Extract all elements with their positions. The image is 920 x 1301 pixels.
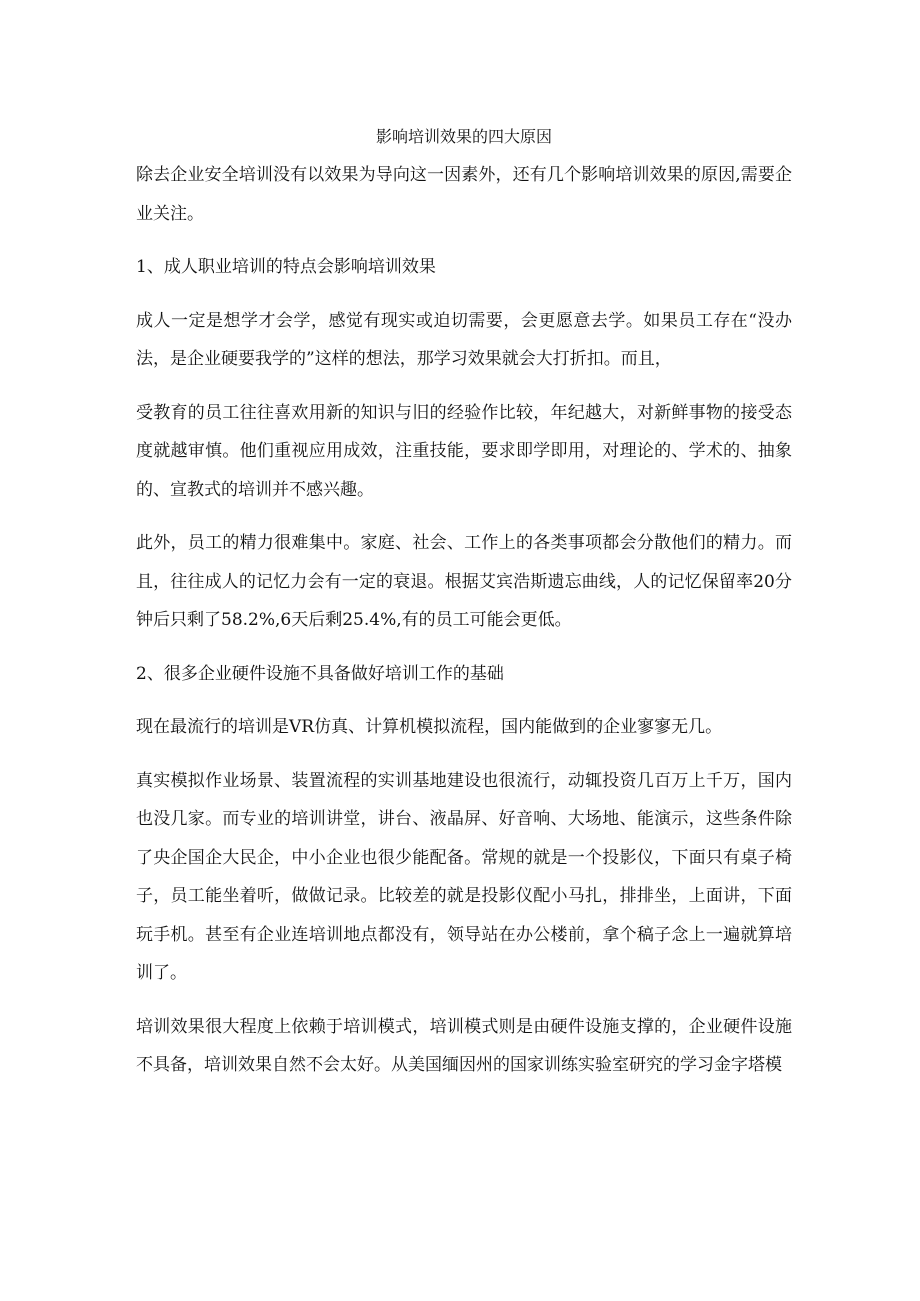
paragraph: 培训效果很大程度上依赖于培训模式，培训模式则是由硬件设施支撑的，企业硬件设施不具备，培训效果自然不会太好。从美国缅因州的国家训练实验室研究的学习金字塔模 xyxy=(136,1016,792,1075)
paragraph: 真实模拟作业场景、装置流程的实训基地建设也很流行，动辄投资几百万上千万，国内也没几家。而专业的培训讲堂，讲台、液晶屏、好音响、大场地、能演示，这些条件除了央企国企大民企，中小企业也很少能配备。常规的就是一个投影仪，下面只有桌子椅子，员工能坐着听，做做记录。比较差的就是投影仪配小马扎，排排坐，上面讲，下面玩手机。甚至有企业连培训地点都没有，领导站在办公楼前，拿个稿子念上一遍就算培训了。 xyxy=(136,770,792,983)
paragraph-intro: 除去企业安全培训没有以效果为导向这一因素外，还有几个影响培训效果的原因,需要企业关注。 xyxy=(136,165,792,224)
paragraph: 现在最流行的培训是VR仿真、计算机模拟流程，国内能做到的企业寥寥无几。 xyxy=(136,717,723,737)
section-heading-2: 2、很多企业硬件设施不具备做好培训工作的基础 xyxy=(136,663,504,684)
document-title: 影响培训效果的四大原因 xyxy=(375,127,552,146)
paragraph: 受教育的员工往往喜欢用新的知识与旧的经验作比较，年纪越大，对新鲜事物的接受态度就越审慎。他们重视应用成效，注重技能，要求即学即用，对理论的、学术的、抽象的、宣教式的培训并不感兴趣。 xyxy=(136,402,792,500)
paragraph: 此外，员工的精力很难集中。家庭、社会、工作上的各类事项都会分散他们的精力。而且，往往成人的记忆力会有一定的衰退。根据艾宾浩斯遗忘曲线，人的记忆保留率20分钟后只剩了58.2%,6天后剩25.4%,有的员工可能会更低。 xyxy=(136,533,792,630)
document-body xyxy=(136,118,792,1100)
section-heading-1: 1、成人职业培训的特点会影响培训效果 xyxy=(136,257,436,277)
paragraph: 成人一定是想学才会学，感觉有现实或迫切需要，会更愿意去学。如果员工存在“没办法，是企业硬要我学的”这样的想法，那学习效果就会大打折扣。而且， xyxy=(136,310,792,369)
